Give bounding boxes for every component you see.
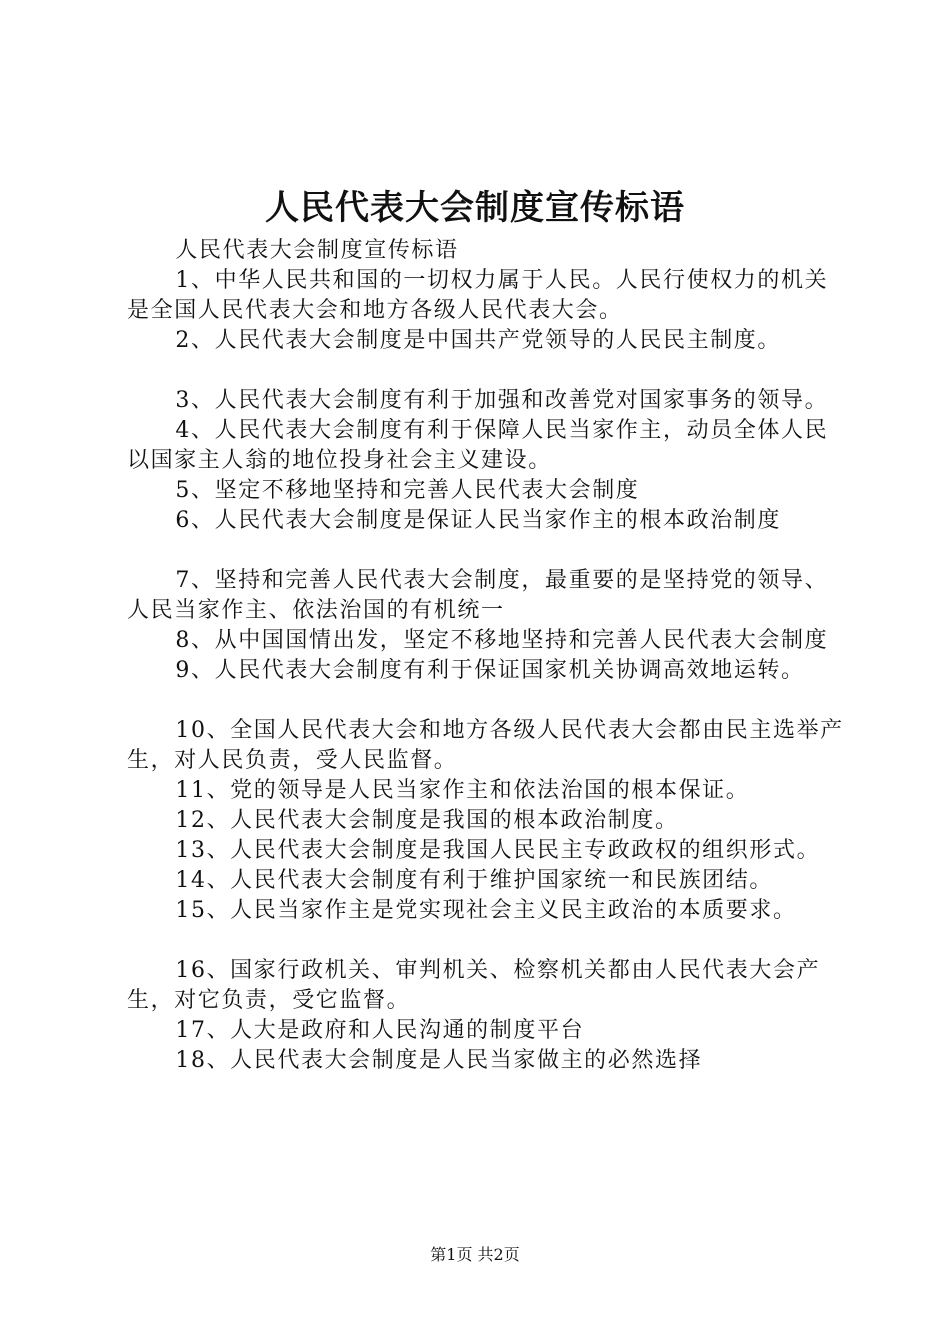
slogan-paragraph: 2、人民代表大会制度是中国共产党领导的人民民主制度。 [175,328,781,353]
slogan-paragraph: 13、人民代表大会制度是我国人民民主专政政权的组织形式。 [175,838,821,863]
document-title: 人民代表大会制度宣传标语 [265,188,685,228]
slogan-paragraph: 5、坚定不移地坚持和完善人民代表大会制度 [175,478,640,503]
slogan-paragraph: 11、党的领导是人民当家作主和依法治国的根本保证。 [175,778,750,803]
slogan-paragraph: 8、从中国国情出发，坚定不移地坚持和完善人民代表大会制度 [175,628,829,653]
slogan-paragraph: 3、人民代表大会制度有利于加强和改善党对国家事务的领导。 [175,388,829,413]
slogan-paragraph: 9、人民代表大会制度有利于保证国家机关协调高效地运转。 [175,658,805,683]
slogan-paragraph: 17、人大是政府和人民沟通的制度平台 [175,1018,585,1043]
slogan-paragraph: 15、人民当家作主是党实现社会主义民主政治的本质要求。 [175,898,797,923]
slogan-paragraph: 6、人民代表大会制度是保证人民当家作主的根本政治制度 [175,508,781,533]
slogan-paragraph: 14、人民代表大会制度有利于维护国家统一和民族团结。 [175,868,773,893]
document-subtitle: 人民代表大会制度宣传标语 [175,238,459,263]
slogan-paragraph: 10、全国人民代表大会和地方各级人民代表大会都由民主选举产生，对人民负责，受人民监督。 [127,718,844,773]
page-footer: 第1页 共2页 [430,1245,520,1264]
slogan-paragraph: 4、人民代表大会制度有利于保障人民当家作主，动员全体人民以国家主人翁的地位投身社会主义建设。 [127,418,829,473]
slogan-paragraph: 12、人民代表大会制度是我国的根本政治制度。 [175,808,679,833]
slogan-paragraph: 1、中华人民共和国的一切权力属于人民。人民行使权力的机关是全国人民代表大会和地方各级人民代表大会。 [127,268,829,323]
document-body [127,236,847,1076]
slogan-paragraph: 7、坚持和完善人民代表大会制度，最重要的是坚持党的领导、人民当家作主、依法治国的有机统一 [127,568,829,623]
slogan-paragraph: 16、国家行政机关、审判机关、检察机关都由人民代表大会产生，对它负责，受它监督。 [127,958,821,1013]
slogan-paragraph: 18、人民代表大会制度是人民当家做主的必然选择 [175,1048,703,1073]
